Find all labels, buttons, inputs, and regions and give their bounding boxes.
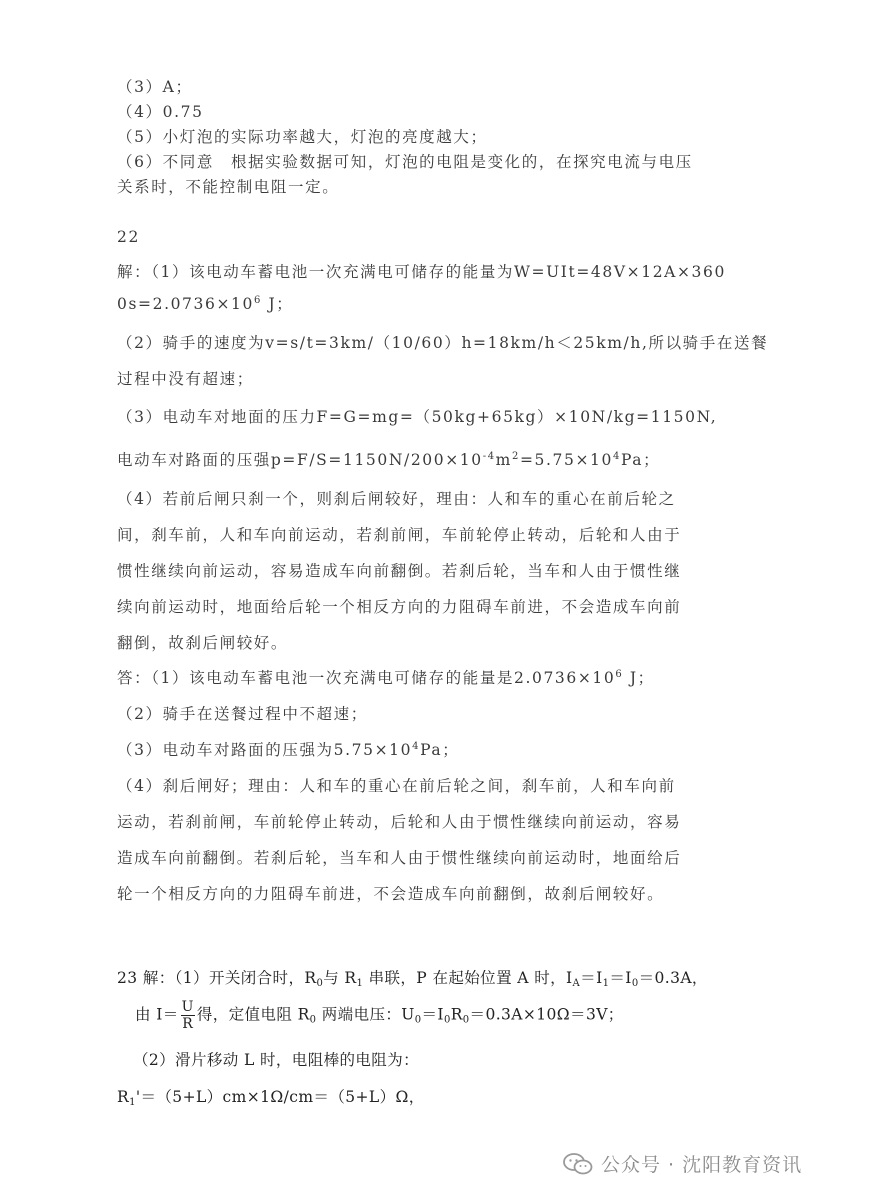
watermark — [563, 1150, 802, 1177]
answer-line: （3）电动车对地面的压力F=G=mg=（50kg+65kg）×10N/kg=1150N, — [117, 408, 718, 426]
answer-line: 过程中没有超速； — [117, 370, 254, 388]
answer-line: 电动车对路面的压强$p=F/S=1150N/200\times 10^{-4}m^2=5.75\times 10^4Pa$； — [117, 451, 661, 469]
answer-line: 解：（1）该电动车蓄电池一次充满电可储存的能量为W=UIt=48V×12A×360 — [117, 263, 726, 281]
wechat-icon — [563, 1153, 593, 1175]
answer-line: （4）若前后闸只刹一个，则刹后闸较好，理由：人和车的重心在前后轮之 — [117, 490, 676, 508]
answer-line: （2）骑手的速度为v=s/t=3km/（10/60）h=18km/h＜25km/h,所以骑手在送餐 — [117, 334, 769, 352]
question-number: 22 — [117, 228, 140, 246]
answer-line: （2）滑片移动 L 时，电阻棒的电阻为： — [133, 1051, 420, 1069]
answer-line: 续向前运动时，地面给后轮一个相反方向的力阻碍车前进，不会造成车向前 — [117, 598, 682, 616]
answer-line: （4）0.75 — [117, 103, 204, 121]
answer-line: 关系时，不能控制电阻一定。 — [117, 178, 340, 196]
answer-line: （4）刹后闸好；理由：人和车的重心在前后轮之间，刹车前，人和车向前 — [117, 777, 676, 795]
answer-line: 23 解：（1）开关闭合时，$R_0$与 $R_1$ 串联，P 在起始位置 A 时，$I_A=I_1=I_0=0.3A$， — [117, 969, 708, 989]
answer-line: 造成车向前翻倒。若刹后轮，当车和人由于惯性继续向前运动时，地面给后 — [117, 849, 682, 867]
answer-line: $R_1'=(5+L)cm\times 1\Omega/cm=(5+L)\Omega$， — [117, 1088, 425, 1108]
answer-line: 翻倒，故刹后闸较好。 — [117, 634, 289, 652]
answer-line: 答：（1）该电动车蓄电池一次充满电可储存的能量是$2.0736\times 10^6$ J； — [117, 669, 655, 687]
answer-line: 轮一个相反方向的力阻碍车前进，不会造成车向前翻倒，故刹后闸较好。 — [117, 885, 665, 903]
answer-line: （5）小灯泡的实际功率越大，灯泡的亮度越大； — [117, 128, 488, 146]
answer-line: （3）A； — [117, 78, 193, 96]
answer-line: （3）电动车对路面的压强为$5.75\times 10^4Pa$； — [117, 741, 460, 759]
answer-line: 运动，若刹前闸，车前轮停止转动，后轮和人由于惯性继续向前运动，容易 — [117, 813, 682, 831]
answer-line: 间，刹车前，人和车向前运动，若刹前闸，车前轮停止转动，后轮和人由于 — [117, 526, 682, 544]
answer-line: （6）不同意 根据实验数据可知，灯泡的电阻是变化的，在探究电流与电压 — [117, 153, 693, 171]
answer-line: 由 I＝ $\frac{U}{R}$ 得，定值电阻 $R_0$ 两端电压：$U_0=I_0R_0=0.3A\times 10\Omega=3V$； — [135, 999, 624, 1032]
watermark-text: 公众号 · 沈阳教育资讯 — [601, 1154, 803, 1176]
answer-line: 惯性继续向前运动，容易造成车向前翻倒。若刹后轮，当车和人由于惯性继 — [117, 562, 682, 580]
answer-line: $0s=2.0736\times 10^6$ J； — [117, 295, 294, 313]
answer-line: （2）骑手在送餐过程中不超速； — [117, 705, 368, 723]
fraction: $\frac{U}{R}$ — [181, 999, 194, 1032]
